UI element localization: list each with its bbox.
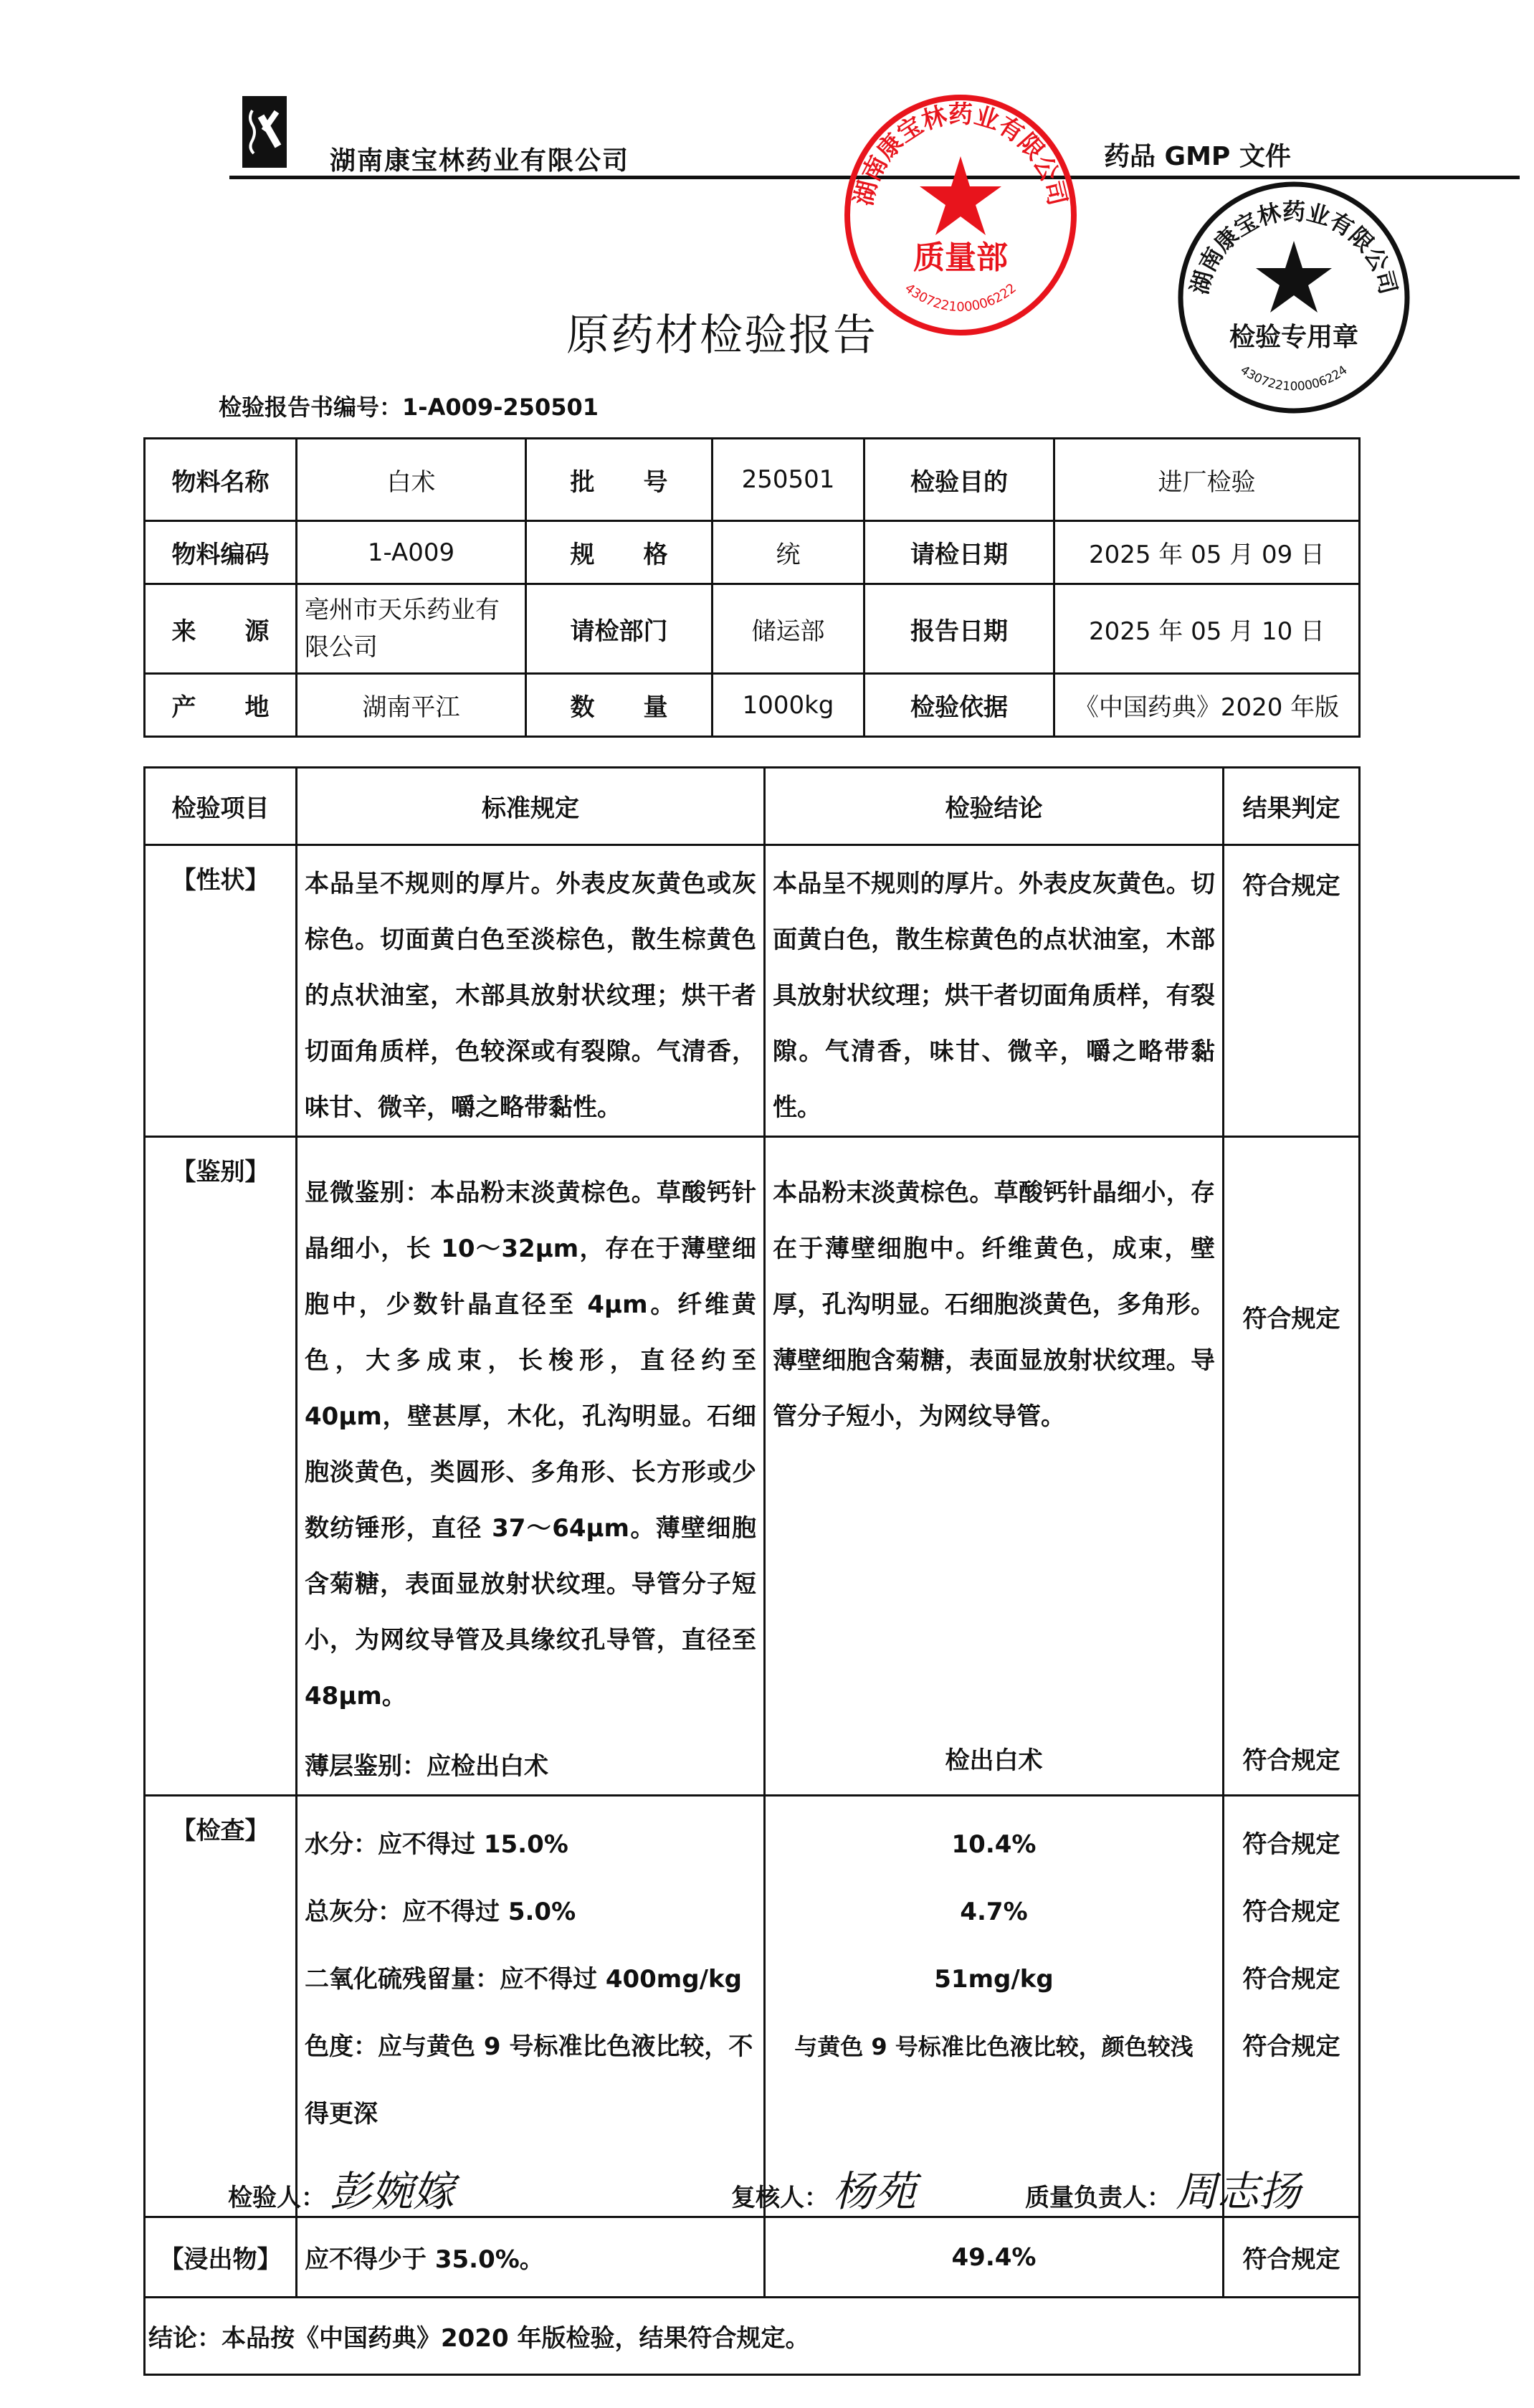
qa-name: 周志扬 xyxy=(1176,2167,1301,2216)
row-conclusion xyxy=(145,2298,1360,2375)
red-stamp-code: 430722100006222 xyxy=(902,280,1019,315)
row-inspection xyxy=(145,1796,1360,2217)
red-stamp-center: 质量部 xyxy=(913,239,1008,276)
tlc-standard: 薄层鉴别：应检出白术 xyxy=(305,1752,548,1781)
quality-dept-stamp xyxy=(842,93,1079,337)
company-logo xyxy=(242,96,287,168)
report-table xyxy=(143,437,1361,738)
verdict-extract: 符合规定 xyxy=(1224,2217,1360,2298)
standard-color: 色度：应与黄色 9 号标准比色液比较，不得更深 xyxy=(305,2032,753,2128)
inspector-name: 彭婉嫁 xyxy=(330,2167,455,2216)
item-character: 【性状】 xyxy=(145,845,297,1137)
micro-standard: 显微鉴别：本品粉末淡黄棕色。草酸钙针晶细小，长 10～32μm，存在于薄壁细胞中，少数针晶直径至 4μm。纤维黄色，大多成束，长梭形，直径约至 40μm，壁甚厚，木化，孔沟明显。石细胞淡黄色，类圆形、多角形、长方形或少数纺锤形，直径 37～64μm。薄壁细胞含菊糖，表面显放射状纹理。导管分子短小，为网纹导管及具缘纹孔导管，直径至 48μm。 xyxy=(305,1179,756,1710)
source-label: 来 源 xyxy=(145,584,297,674)
star-icon xyxy=(1256,241,1332,313)
standard-extract: 应不得少于 35.0%。 xyxy=(297,2217,765,2298)
basis: 《中国药典》2020 年版 xyxy=(1054,674,1360,737)
item-extract: 【浸出物】 xyxy=(145,2217,297,2298)
dept: 储运部 xyxy=(713,584,864,674)
result-color: 与黄色 9 号标准比色液比较，颜色较浅 xyxy=(794,2033,1194,2060)
doc-type: 药品 GMP 文件 xyxy=(1104,142,1291,171)
result-moisture: 10.4% xyxy=(951,1830,1037,1859)
standard-ash: 总灰分：应不得过 5.0% xyxy=(305,1898,576,1926)
material-name-label: 物料名称 xyxy=(145,439,297,521)
col-verdict: 结果判定 xyxy=(1224,768,1360,845)
verdict-inspection xyxy=(1224,1796,1360,2217)
qa-signature xyxy=(1025,2158,1300,2218)
info-row xyxy=(145,521,1360,584)
result-so2: 51mg/kg xyxy=(934,1965,1054,1994)
col-result: 检验结论 xyxy=(765,768,1224,845)
material-code-label: 物料编码 xyxy=(145,521,297,584)
standard-character: 本品呈不规则的厚片。外表皮灰黄色或灰棕色。切面黄白色至淡棕色，散生棕黄色的点状油室，木部具放射状纹理；烘干者切面角质样，色较深或有裂隙。气清香，味甘、微辛，嚼之略带黏性。 xyxy=(297,845,765,1137)
red-stamp-ring-text: 湖南康宝林药业有限公司 xyxy=(849,100,1072,209)
report-date-label: 报告日期 xyxy=(864,584,1054,674)
col-item: 检验项目 xyxy=(145,768,297,845)
standard-inspection xyxy=(297,1796,765,2217)
verdict-identification xyxy=(1224,1137,1360,1796)
item-inspection: 【检查】 xyxy=(145,1796,297,2217)
purpose-label: 检验目的 xyxy=(864,439,1054,521)
col-standard: 标准规定 xyxy=(297,768,765,845)
report-number xyxy=(219,389,599,422)
report-number-label: 检验报告书编号： xyxy=(219,394,403,421)
request-date-label: 请检日期 xyxy=(864,521,1054,584)
quantity: 1000kg xyxy=(713,674,864,737)
result-inspection xyxy=(765,1796,1224,2217)
verdict-color: 符合规定 xyxy=(1242,2032,1340,2061)
standard-moisture: 水分：应不得过 15.0% xyxy=(305,1830,568,1859)
verdict-moisture: 符合规定 xyxy=(1242,1830,1340,1859)
quantity-label: 数 量 xyxy=(526,674,713,737)
source: 亳州市天乐药业有限公司 xyxy=(297,584,526,674)
inspector-label: 检验人： xyxy=(228,2184,325,2212)
material-name: 白术 xyxy=(297,439,526,521)
report-number-value: 1-A009-250501 xyxy=(402,394,599,421)
result-character: 本品呈不规则的厚片。外表皮灰黄色。切面黄白色，散生棕黄色的点状油室，木部具放射状纹理；烘干者切面角质样，有裂隙。气清香，味甘、微辛，嚼之略带黏性。 xyxy=(765,845,1224,1137)
tlc-result: 检出白术 xyxy=(945,1746,1043,1775)
row-identification xyxy=(145,1137,1360,1796)
verdict-character: 符合规定 xyxy=(1224,845,1360,1137)
tlc-verdict: 符合规定 xyxy=(1242,1746,1340,1775)
basis-label: 检验依据 xyxy=(864,674,1054,737)
request-date: 2025 年 05 月 09 日 xyxy=(1054,521,1360,584)
row-extract xyxy=(145,2217,1360,2298)
inspector-signature xyxy=(228,2158,454,2218)
company-name: 湖南康宝林药业有限公司 xyxy=(330,146,630,176)
column-header-row xyxy=(145,768,1360,845)
result-ash: 4.7% xyxy=(960,1898,1028,1926)
spec-label: 规 格 xyxy=(526,521,713,584)
reviewer-name: 杨苑 xyxy=(833,2167,917,2216)
info-row xyxy=(145,439,1360,521)
standard-identification xyxy=(297,1137,765,1796)
page-title: 原药材检验报告 xyxy=(566,310,877,361)
batch-label: 批 号 xyxy=(526,439,713,521)
spec: 统 xyxy=(713,521,864,584)
micro-result: 本品粉末淡黄棕色。草酸钙针晶细小，存在于薄壁细胞中。纤维黄色，成束，壁厚，孔沟明显。石细胞淡黄色，多角形。薄壁细胞含菊糖，表面显放射状纹理。导管分子短小，为网纹导管。 xyxy=(773,1179,1215,1431)
qa-label: 质量负责人： xyxy=(1025,2184,1171,2212)
micro-verdict: 符合规定 xyxy=(1242,1305,1340,1333)
conclusion: 结论：本品按《中国药典》2020 年版检验，结果符合规定。 xyxy=(145,2298,1360,2375)
report-date: 2025 年 05 月 10 日 xyxy=(1054,584,1360,674)
inspection-stamp xyxy=(1176,179,1412,416)
reviewer-label: 复核人： xyxy=(731,2184,829,2212)
reviewer-signature xyxy=(731,2158,916,2218)
item-identification: 【鉴别】 xyxy=(145,1137,297,1796)
standard-so2: 二氧化硫残留量：应不得过 400mg/kg xyxy=(305,1965,742,1994)
purpose: 进厂检验 xyxy=(1054,439,1360,521)
origin-label: 产 地 xyxy=(145,674,297,737)
black-stamp-code: 430722100006224 xyxy=(1237,363,1350,394)
info-row xyxy=(145,674,1360,737)
info-row xyxy=(145,584,1360,674)
verdict-ash: 符合规定 xyxy=(1242,1898,1340,1926)
star-icon xyxy=(920,156,1001,235)
results-table xyxy=(143,766,1361,2376)
black-stamp-ring-text: 湖南康宝林药业有限公司 xyxy=(1185,198,1403,298)
logo-icon xyxy=(242,96,287,168)
dept-label: 请检部门 xyxy=(526,584,713,674)
origin: 湖南平江 xyxy=(297,674,526,737)
black-stamp-center: 检验专用章 xyxy=(1229,323,1359,352)
result-extract: 49.4% xyxy=(765,2217,1224,2298)
verdict-so2: 符合规定 xyxy=(1242,1965,1340,1994)
row-character xyxy=(145,845,1360,1137)
batch-number: 250501 xyxy=(713,439,864,521)
result-identification xyxy=(765,1137,1224,1796)
material-code: 1-A009 xyxy=(297,521,526,584)
